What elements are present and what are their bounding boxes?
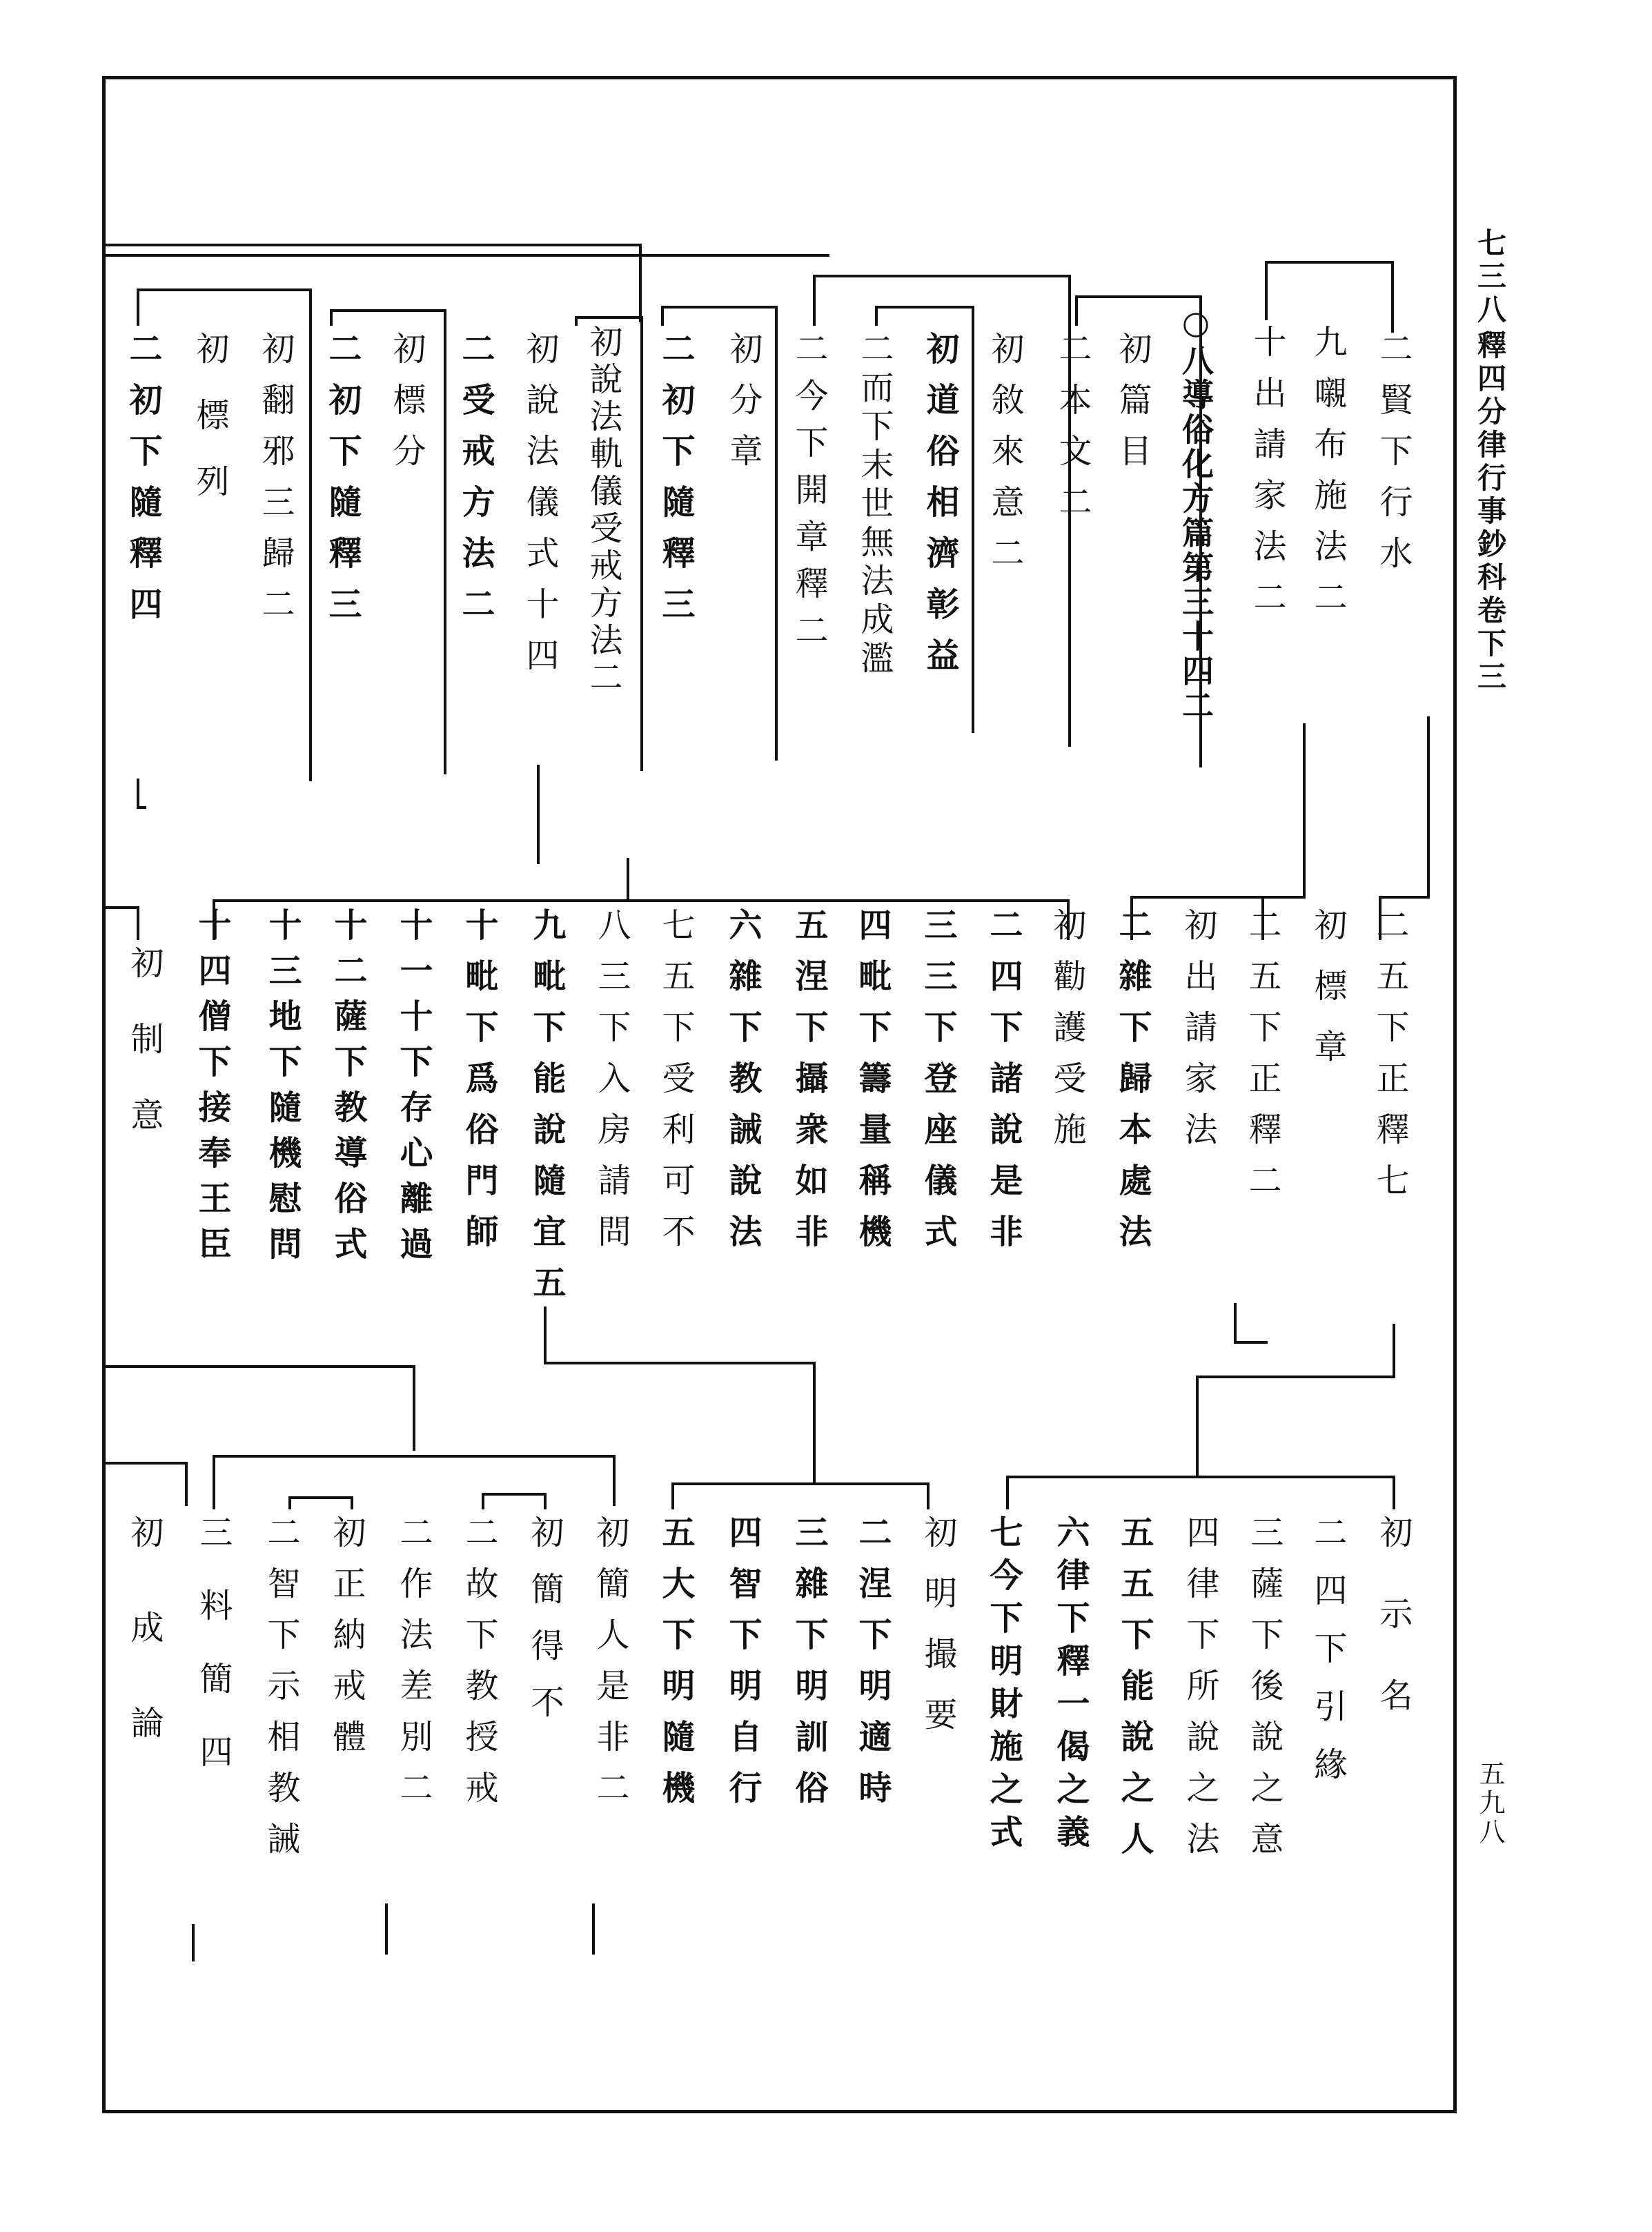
bracket-line (673, 1484, 928, 1508)
outline-entry: 五大下明隨機 (656, 1515, 695, 1821)
outline-entry: 十二薩下教導俗式 (328, 908, 367, 1272)
outline-entry: 九嚫布施法二 (1308, 324, 1347, 631)
outline-entry: 二本文二 (1053, 331, 1092, 536)
outline-entry: 十出請家法二 (1248, 324, 1286, 631)
outline-entry: 十三地下隨機慰問 (263, 908, 302, 1272)
outline-entry: 初成論 (125, 1515, 164, 1801)
outline-entry: 初明撮要 (918, 1515, 957, 1758)
outline-entry: 初道俗相濟彰益 (921, 331, 959, 689)
outline-entry: 初標列 (190, 331, 229, 530)
outline-entry: 二智下示相教誡 (262, 1515, 300, 1872)
outline-entry: 初勸護受施 (1048, 908, 1086, 1163)
outline-entry: 初說法軌儀受戒方法二 (584, 324, 622, 697)
outline-entry: 二今下開章釋二 (789, 331, 828, 660)
outline-entry: 三三下登座儀式 (918, 908, 957, 1265)
bracket-line (290, 1498, 352, 1508)
outline-entry: 二四下諸說是非 (984, 908, 1023, 1265)
bracket-line (1235, 1304, 1266, 1342)
outline-entry: 初出請家法 (1179, 908, 1217, 1163)
outline-entry: 十四僧下接奉王臣 (193, 908, 231, 1272)
outline-entry: 七五下受利可不 (656, 908, 695, 1265)
bracket-line (1266, 262, 1393, 331)
outline-entry: 初敘來意二 (985, 331, 1024, 587)
outline-entry: 七今下明財施之式 (984, 1515, 1023, 1857)
outline-entry: 六雜下教誡說法 (723, 908, 762, 1265)
outline-entry: 十毗下爲俗門師 (460, 908, 498, 1265)
outline-entry: 二初下隨釋三 (323, 331, 362, 638)
outline-entry: 初簡人是非二 (591, 1515, 629, 1821)
outline-entry: 二作法差別二 (394, 1515, 433, 1821)
chapter-heading: ○八導俗化方篇第三十四二 (1177, 304, 1215, 723)
bracket-line (104, 1367, 414, 1449)
outline-entry: 五涅下攝衆如非 (789, 908, 828, 1265)
outline-entry: 六律下釋一偈之義 (1051, 1515, 1090, 1857)
outline-entry: 初示名 (1374, 1515, 1413, 1759)
bracket-line (1007, 1477, 1394, 1508)
outline-entry: 初標章 (1308, 908, 1347, 1090)
outline-entry: 初簡得不 (525, 1515, 564, 1741)
outline-entry: 二初下隨釋三 (656, 331, 695, 638)
outline-entry: 二而下末世無法成濫 (855, 331, 894, 679)
outline-entry: 初翻邪三歸二 (256, 331, 295, 638)
page-number: 五九八 (1475, 1760, 1505, 1847)
outline-entry: 九毗下能說隨宜五 (527, 908, 566, 1316)
outline-entry: 三薩下後說之意 (1245, 1515, 1284, 1872)
outline-entry: 初分章 (724, 331, 763, 484)
outline-entry: 初篇目 (1113, 331, 1152, 484)
outline-entry: 八三下入房請問 (592, 908, 631, 1265)
outline-entry: 四智下明自行 (723, 1515, 762, 1821)
bracket-line (214, 1456, 614, 1505)
bracket-line (483, 1494, 545, 1508)
outline-entry: 初正納戒體 (327, 1515, 366, 1770)
bracket-line (104, 1463, 186, 1505)
outline-entry: 二故下教授戒 (460, 1515, 498, 1821)
book-title: 釋四分律行事鈔科卷下三 (1473, 330, 1507, 694)
outline-entry: 五五下能說之人 (1115, 1515, 1154, 1872)
outline-entry: 二雜下歸本處法 (1113, 908, 1152, 1265)
outline-entry: 三料簡四 (194, 1515, 233, 1808)
outline-entry: 初說法儀式十四 (520, 331, 559, 689)
outline-entry: 十一十下存心離過 (394, 908, 433, 1272)
outline-entry: 四律下所說之法 (1181, 1515, 1219, 1872)
outline-entry: 二受戒方法二 (456, 331, 495, 638)
page-label: 七三八 (1473, 228, 1507, 327)
outline-entry: 初標分 (387, 331, 426, 484)
outline-entry: 二初下隨釋四 (124, 331, 162, 638)
outline-entry: 二五下正釋二 (1243, 908, 1281, 1214)
outline-entry: 二四下引緣 (1308, 1515, 1347, 1805)
outline-entry: 二五下正釋七 (1370, 908, 1409, 1214)
outline-entry: 三雜下明訓俗 (789, 1515, 828, 1821)
outline-entry: 二涅下明適時 (853, 1515, 892, 1821)
bracket-line (1197, 1325, 1394, 1477)
outline-entry: 四毗下籌量稱機 (853, 908, 892, 1265)
bracket-line (104, 908, 138, 939)
outline-entry: 二賢下行水 (1374, 331, 1413, 587)
outline-entry: 初制意 (125, 946, 164, 1173)
